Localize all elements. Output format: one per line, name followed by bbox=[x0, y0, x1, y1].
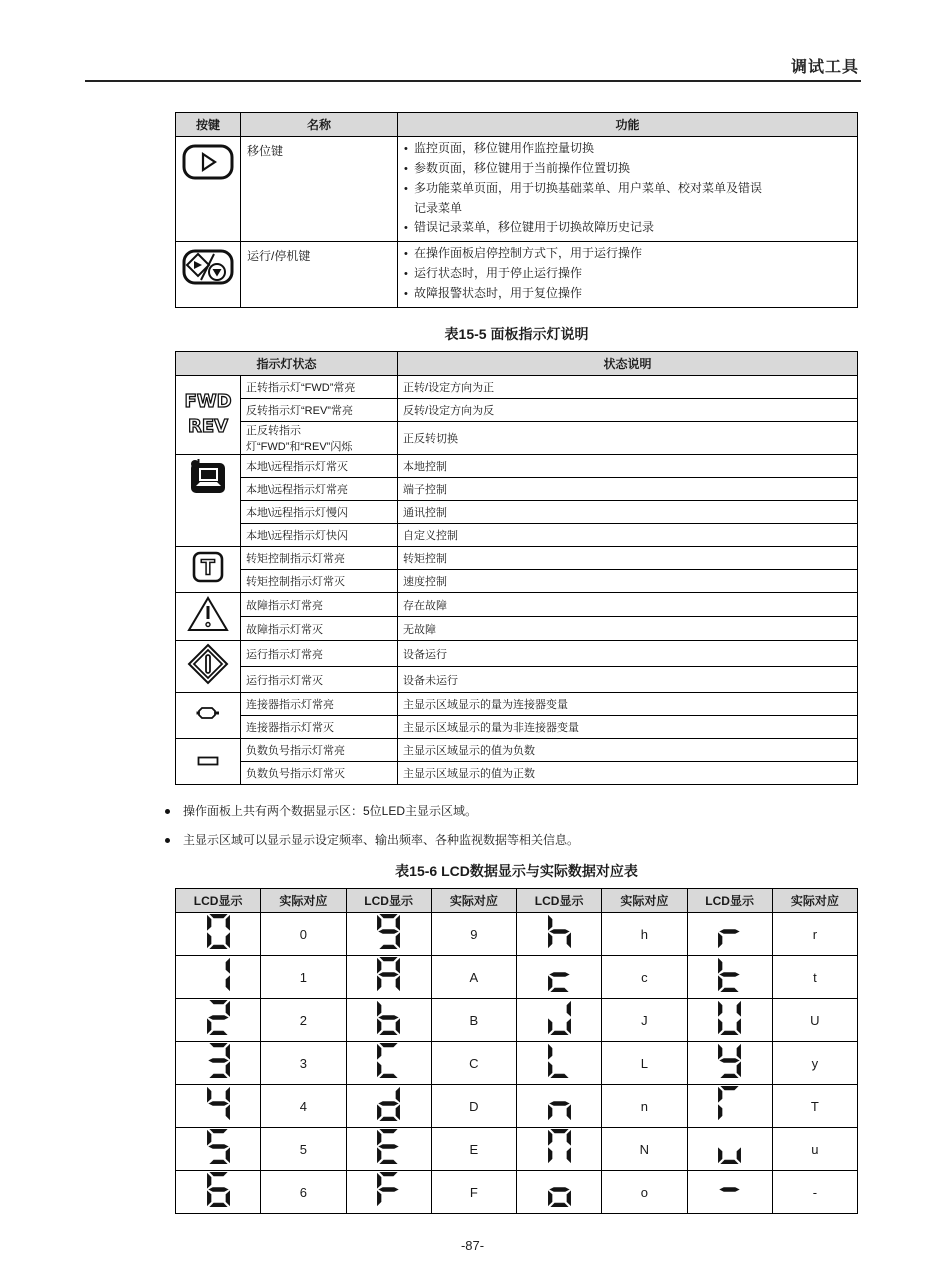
indicator-table-row bbox=[176, 593, 858, 617]
key-function-text: 运行状态时，用于停止运行操作 bbox=[414, 266, 583, 280]
key-function-line bbox=[404, 264, 853, 284]
lcd-table-title: 表15-6 LCD数据显示与实际数据对应表 bbox=[395, 863, 638, 879]
actual-value-cell: 2 bbox=[261, 999, 346, 1042]
indicator-table-row bbox=[176, 524, 858, 547]
seven-segment-display bbox=[548, 1172, 571, 1207]
seven-segment-display bbox=[377, 1000, 400, 1035]
key-function-line bbox=[404, 159, 853, 179]
indicator-description: 速度控制 bbox=[398, 570, 858, 593]
lcd-table-header-cell: LCD显示 bbox=[176, 889, 261, 913]
indicator-table-row bbox=[176, 617, 858, 641]
indicator-description: 主显示区域显示的量为连接器变量 bbox=[398, 693, 858, 716]
bullet-icon: • bbox=[404, 288, 408, 300]
seven-segment-display bbox=[548, 1086, 571, 1121]
indicator-description: 设备运行 bbox=[398, 641, 858, 667]
keys-table-row bbox=[176, 137, 858, 242]
indicator-table-title: 表15-5 面板指示灯说明 bbox=[444, 326, 589, 342]
key-function-text: 参数页面，移位键用于当前操作位置切换 bbox=[414, 161, 631, 175]
indicator-state: 本地\远程指示灯慢闪 bbox=[241, 501, 398, 524]
actual-value-cell: u bbox=[772, 1128, 857, 1171]
actual-value-cell: J bbox=[602, 999, 687, 1042]
shift-key-icon bbox=[182, 144, 234, 180]
seven-segment-display bbox=[548, 1000, 571, 1035]
bullet-icon bbox=[165, 838, 170, 843]
indicator-table-row bbox=[176, 716, 858, 739]
keys-table-row bbox=[176, 242, 858, 308]
bullet-icon: • bbox=[404, 248, 408, 260]
indicator-description: 反转/设定方向为反 bbox=[398, 399, 858, 422]
indicator-description: 主显示区域显示的值为负数 bbox=[398, 739, 858, 762]
lcd-glyph-cell bbox=[687, 956, 772, 999]
seven-segment-display bbox=[207, 1043, 230, 1078]
indicator-description: 端子控制 bbox=[398, 478, 858, 501]
key-function-line bbox=[404, 284, 853, 304]
lcd-glyph-cell bbox=[176, 999, 261, 1042]
lcd-glyph-cell bbox=[346, 1085, 431, 1128]
lcd-table-header-cell: LCD显示 bbox=[517, 889, 602, 913]
actual-value-cell: E bbox=[431, 1128, 516, 1171]
indicator-table bbox=[175, 351, 858, 785]
indicator-description: 本地控制 bbox=[398, 455, 858, 478]
actual-value-cell: n bbox=[602, 1085, 687, 1128]
indicator-table-row bbox=[176, 501, 858, 524]
run-stop-key-icon bbox=[182, 249, 234, 285]
key-icon-cell bbox=[176, 137, 241, 242]
indicator-state: 转矩控制指示灯常灭 bbox=[241, 570, 398, 593]
lcd-table-row bbox=[176, 999, 858, 1042]
indicator-description: 转矩控制 bbox=[398, 547, 858, 570]
seven-segment-display bbox=[207, 957, 230, 992]
actual-value-cell: 1 bbox=[261, 956, 346, 999]
lcd-table-header-cell: LCD显示 bbox=[687, 889, 772, 913]
actual-value-cell: C bbox=[431, 1042, 516, 1085]
fault-indicator-icon bbox=[186, 595, 230, 633]
bullet-icon: • bbox=[404, 143, 408, 155]
seven-segment-display bbox=[377, 1086, 400, 1121]
key-function-text: 故障报警状态时，用于复位操作 bbox=[414, 286, 583, 300]
indicator-state: 正转指示灯“FWD”常亮 bbox=[241, 376, 398, 399]
bullet-icon bbox=[165, 809, 170, 814]
seven-segment-display bbox=[207, 914, 230, 949]
indicator-description: 自定义控制 bbox=[398, 524, 858, 547]
indicator-state: 本地\远程指示灯快闪 bbox=[241, 524, 398, 547]
indicator-icon-cell bbox=[176, 547, 241, 593]
key-functions bbox=[398, 137, 858, 242]
page-header-title: 调试工具 bbox=[790, 59, 859, 76]
key-name: 移位键 bbox=[241, 137, 398, 242]
seven-segment-display bbox=[548, 914, 571, 949]
lcd-glyph-cell bbox=[346, 1042, 431, 1085]
key-function-text: 记录菜单 bbox=[414, 201, 463, 215]
seven-segment-display bbox=[548, 1129, 571, 1164]
indicator-state: 运行指示灯常灭 bbox=[241, 667, 398, 693]
actual-value-cell: o bbox=[602, 1171, 687, 1214]
note-text: 操作面板上共有两个数据显示区：5位LED主显示区域。 bbox=[183, 804, 478, 818]
key-function-line bbox=[404, 179, 853, 199]
seven-segment-display bbox=[207, 1129, 230, 1164]
seven-segment-display bbox=[548, 1043, 571, 1078]
seven-segment-display bbox=[718, 914, 741, 949]
actual-value-cell: h bbox=[602, 913, 687, 956]
seven-segment-display bbox=[207, 1086, 230, 1121]
bullet-icon: • bbox=[404, 183, 408, 195]
indicator-icon-cell bbox=[176, 455, 241, 547]
indicator-table-row bbox=[176, 455, 858, 478]
indicator-table-row bbox=[176, 641, 858, 667]
indicator-table-row bbox=[176, 399, 858, 422]
lcd-glyph-cell bbox=[176, 1128, 261, 1171]
lcd-glyph-cell bbox=[517, 913, 602, 956]
indicator-state: 本地\远程指示灯常灭 bbox=[241, 455, 398, 478]
notes-list bbox=[175, 803, 858, 849]
indicator-description: 正反转切换 bbox=[398, 422, 858, 455]
key-function-text: 监控页面，移位键用作监控量切换 bbox=[414, 141, 595, 155]
key-function-line bbox=[404, 139, 853, 159]
actual-value-cell: 9 bbox=[431, 913, 516, 956]
indicator-state: 连接器指示灯常灭 bbox=[241, 716, 398, 739]
indicator-table-row bbox=[176, 762, 858, 785]
lcd-glyph-cell bbox=[517, 1085, 602, 1128]
negative-sign-indicator-icon bbox=[197, 756, 219, 766]
actual-value-cell: U bbox=[772, 999, 857, 1042]
actual-value-cell: N bbox=[602, 1128, 687, 1171]
indicator-description: 通讯控制 bbox=[398, 501, 858, 524]
lcd-table-header-cell: 实际对应 bbox=[261, 889, 346, 913]
key-icon-cell bbox=[176, 242, 241, 308]
keys-table-header-cell: 名称 bbox=[241, 113, 398, 137]
lcd-table-header-cell: 实际对应 bbox=[772, 889, 857, 913]
indicator-icon-cell bbox=[176, 693, 241, 739]
indicator-description: 无故障 bbox=[398, 617, 858, 641]
indicator-state: 本地\远程指示灯常亮 bbox=[241, 478, 398, 501]
key-function-line bbox=[404, 218, 853, 238]
key-function-text: 多功能菜单页面，用于切换基础菜单、用户菜单、校对菜单及错误 bbox=[414, 181, 763, 195]
lcd-glyph-cell bbox=[346, 999, 431, 1042]
actual-value-cell: B bbox=[431, 999, 516, 1042]
key-functions bbox=[398, 242, 858, 308]
svg-text:REV: REV bbox=[187, 415, 229, 437]
torque-indicator-icon bbox=[192, 551, 224, 583]
keys-table-header-row bbox=[176, 113, 858, 137]
actual-value-cell: T bbox=[772, 1085, 857, 1128]
seven-segment-display bbox=[718, 1000, 741, 1035]
bullet-icon: • bbox=[404, 222, 408, 234]
svg-text:FWD: FWD bbox=[184, 390, 232, 412]
seven-segment-display bbox=[207, 1172, 230, 1207]
seven-segment-display bbox=[718, 1086, 741, 1121]
actual-value-cell: r bbox=[772, 913, 857, 956]
seven-segment-display bbox=[377, 914, 400, 949]
lcd-glyph-cell bbox=[687, 1042, 772, 1085]
note-text: 主显示区域可以显示显示设定频率、输出频率、各种监视数据等相关信息。 bbox=[183, 833, 580, 847]
indicator-table-header-cell: 指示灯状态 bbox=[176, 352, 398, 376]
note-item bbox=[165, 803, 858, 820]
actual-value-cell: 0 bbox=[261, 913, 346, 956]
seven-segment-display bbox=[377, 1129, 400, 1164]
indicator-icon-cell bbox=[176, 376, 241, 455]
lcd-table-row bbox=[176, 913, 858, 956]
indicator-table-row bbox=[176, 693, 858, 716]
lcd-table-row bbox=[176, 1042, 858, 1085]
lcd-glyph-cell bbox=[346, 1128, 431, 1171]
indicator-description: 设备未运行 bbox=[398, 667, 858, 693]
keys-table bbox=[175, 112, 858, 308]
lcd-table-row bbox=[176, 1085, 858, 1128]
indicator-state: 反转指示灯“REV”常亮 bbox=[241, 399, 398, 422]
indicator-state: 连接器指示灯常亮 bbox=[241, 693, 398, 716]
seven-segment-display bbox=[207, 1000, 230, 1035]
header-rule bbox=[85, 80, 861, 82]
lcd-glyph-cell bbox=[346, 913, 431, 956]
indicator-table-row bbox=[176, 422, 858, 455]
indicator-table-header-cell: 状态说明 bbox=[398, 352, 858, 376]
lcd-glyph-cell bbox=[176, 1085, 261, 1128]
key-function-text: 错误记录菜单，移位键用于切换故障历史记录 bbox=[414, 220, 655, 234]
lcd-glyph-cell bbox=[687, 1085, 772, 1128]
key-function-line bbox=[404, 199, 853, 218]
seven-segment-display bbox=[377, 1043, 400, 1078]
seven-segment-display bbox=[548, 957, 571, 992]
seven-segment-display bbox=[377, 1172, 400, 1207]
indicator-table-header-row bbox=[176, 352, 858, 376]
indicator-icon-cell bbox=[176, 593, 241, 641]
local-remote-indicator-icon bbox=[188, 459, 228, 495]
indicator-table-row bbox=[176, 667, 858, 693]
note-item bbox=[165, 832, 858, 849]
key-function-line bbox=[404, 244, 853, 264]
indicator-state: 故障指示灯常灭 bbox=[241, 617, 398, 641]
connector-indicator-icon bbox=[196, 706, 220, 720]
actual-value-cell: 3 bbox=[261, 1042, 346, 1085]
keys-table-header-cell: 按键 bbox=[176, 113, 241, 137]
key-function-text: 在操作面板启停控制方式下，用于运行操作 bbox=[414, 246, 643, 260]
seven-segment-display bbox=[718, 1043, 741, 1078]
page-number: -87- bbox=[460, 1238, 485, 1253]
indicator-state: 负数负号指示灯常灭 bbox=[241, 762, 398, 785]
svg-text:T: T bbox=[201, 555, 215, 580]
indicator-icon-cell bbox=[176, 739, 241, 785]
indicator-table-row bbox=[176, 547, 858, 570]
lcd-table-row bbox=[176, 1128, 858, 1171]
indicator-state: 负数负号指示灯常亮 bbox=[241, 739, 398, 762]
seven-segment-display bbox=[377, 957, 400, 992]
lcd-table bbox=[175, 888, 858, 1214]
key-name: 运行/停机键 bbox=[241, 242, 398, 308]
lcd-glyph-cell bbox=[176, 956, 261, 999]
lcd-glyph-cell bbox=[346, 1171, 431, 1214]
bullet-icon: • bbox=[404, 163, 408, 175]
lcd-table-header-cell: 实际对应 bbox=[602, 889, 687, 913]
fwd-rev-indicator-icon bbox=[180, 389, 236, 437]
actual-value-cell: t bbox=[772, 956, 857, 999]
indicator-table-row bbox=[176, 739, 858, 762]
lcd-glyph-cell bbox=[517, 999, 602, 1042]
lcd-glyph-cell bbox=[176, 1171, 261, 1214]
actual-value-cell: - bbox=[772, 1171, 857, 1214]
actual-value-cell: F bbox=[431, 1171, 516, 1214]
indicator-table-row bbox=[176, 376, 858, 399]
indicator-table-row bbox=[176, 478, 858, 501]
indicator-description: 正转/设定方向为正 bbox=[398, 376, 858, 399]
page-content bbox=[175, 112, 858, 1214]
lcd-glyph-cell bbox=[517, 956, 602, 999]
lcd-glyph-cell bbox=[517, 1128, 602, 1171]
lcd-glyph-cell bbox=[176, 1042, 261, 1085]
actual-value-cell: 6 bbox=[261, 1171, 346, 1214]
actual-value-cell: 4 bbox=[261, 1085, 346, 1128]
actual-value-cell: y bbox=[772, 1042, 857, 1085]
indicator-table-row bbox=[176, 570, 858, 593]
indicator-state: 运行指示灯常亮 bbox=[241, 641, 398, 667]
lcd-glyph-cell bbox=[517, 1171, 602, 1214]
lcd-glyph-cell bbox=[687, 1128, 772, 1171]
seven-segment-display bbox=[718, 1172, 741, 1207]
actual-value-cell: A bbox=[431, 956, 516, 999]
lcd-table-header-cell: LCD显示 bbox=[346, 889, 431, 913]
indicator-description: 主显示区域显示的值为正数 bbox=[398, 762, 858, 785]
indicator-state: 转矩控制指示灯常亮 bbox=[241, 547, 398, 570]
actual-value-cell: D bbox=[431, 1085, 516, 1128]
lcd-glyph-cell bbox=[687, 1171, 772, 1214]
indicator-icon-cell bbox=[176, 641, 241, 693]
actual-value-cell: L bbox=[602, 1042, 687, 1085]
lcd-glyph-cell bbox=[687, 913, 772, 956]
lcd-glyph-cell bbox=[687, 999, 772, 1042]
indicator-state: 故障指示灯常亮 bbox=[241, 593, 398, 617]
lcd-glyph-cell bbox=[517, 1042, 602, 1085]
lcd-table-row bbox=[176, 956, 858, 999]
lcd-glyph-cell bbox=[176, 913, 261, 956]
lcd-table-header-cell: 实际对应 bbox=[431, 889, 516, 913]
seven-segment-display bbox=[718, 1129, 741, 1164]
actual-value-cell: c bbox=[602, 956, 687, 999]
indicator-description: 存在故障 bbox=[398, 593, 858, 617]
indicator-description: 主显示区域显示的量为非连接器变量 bbox=[398, 716, 858, 739]
actual-value-cell: 5 bbox=[261, 1128, 346, 1171]
lcd-table-header-row bbox=[176, 889, 858, 913]
keys-table-header-cell: 功能 bbox=[398, 113, 858, 137]
running-indicator-icon bbox=[187, 643, 229, 685]
lcd-glyph-cell bbox=[346, 956, 431, 999]
indicator-state: 正反转指示灯“FWD”和“REV”闪烁 bbox=[241, 422, 398, 455]
seven-segment-display bbox=[718, 957, 741, 992]
lcd-table-row bbox=[176, 1171, 858, 1214]
bullet-icon: • bbox=[404, 268, 408, 280]
